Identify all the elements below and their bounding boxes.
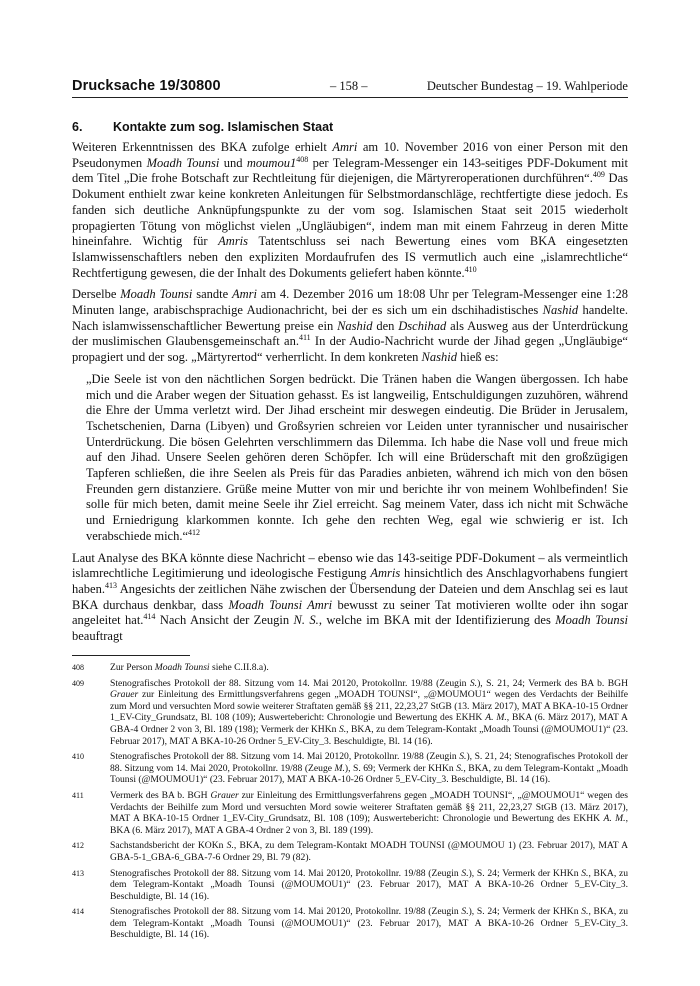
footnote-408: 408 Zur Person Moadh Tounsi siehe C.II.8.a). (72, 662, 269, 673)
paragraph: Weiteren Erkenntnissen des BKA zufolge erhielt Amri am 10. November 2016 von einer Person mit den Pseudonymen Moadh Tounsi und $moumou1^{408}$ per Telegram-Messenger ein 143-seitiges PDF-Dokument mit dem Titel „Die frohe Botschaft zur Rechtleitung für diejenigen, die Märtyreroperationen durchführen“.$^{409}$ Das Dokument enthielt zwar keine konkreten Anleitungen für Selbstmordanschläge, rechtfertigte diese jedoch. Es fanden sich deutliche Anknüpfungspunkte zu der vom sog. Islamischen Staat seit 2015 wiederholt propagierten Tötung von möglichst vielen „Ungläubigen“, indem man mit einem Fahrzeug in deren Mitte hineinfahre. Wichtig für Amris Tatentschluss sei nach Bewertung eines vom BKA eingesetzten Islamwissenschaftlers neben den expliziten Mordaufrufen des IS vermutlich auch eine „islamrechtliche“ Rechtfertigung gewesen, die der Inhalt des Dokuments geliefert haben könnte.$^{410}$ (72, 140, 629, 280)
footnote-411: 411 Vermerk des BA b. BGH Grauer zur Einleitung des Ermittlungsverfahrens gegen „MOADH TOUNSI“, „@MOUMOU1“ wegen des Verdachts der Beihilfe zum Mord und versuchten Mord sowie weiterer Straftaten gemäß §§ 211, 22,23,27 StGB (13. März 2017), MAT A BKA-10-15 Ordner 1_EV-City_Grundsatz, Bl. 108 (109); Auswertebericht: Chronologie und Bewertung des EKHK A. M., BKA (6. März 2017), MAT A GBA-4 Ordner 2 von 3, Bl. 189 (199). (72, 789, 628, 836)
footnote-divider (72, 655, 190, 656)
header-divider (72, 97, 628, 98)
footnote-ref: 411 (298, 333, 311, 343)
page-number: – 158 – (330, 79, 368, 93)
footnote-ref: 414 (143, 612, 156, 622)
block-quote: „Die Seele ist von den nächtlichen Sorgen bedrückt. Die Tränen haben die Wangen übergossen. Ich habe mich und die Araber wegen der Situation gehasst. Es ist langweilig, Entschuldigungen zuzuhören, während die Ehre der Umma verletzt wird. Der Jihad erscheint mir deswegen eindeutig. Die Brüder in Jerusalem, Tschetschenien, Darna (Libyen) und Großsyrien schreien vor Leiden unter tyrannischer und nusairischer Unterdrückung. Die bösen Gelehrten verschlimmern das Dilemma. Ich habe die Nase voll und freue mich auf den Jihad. Unsere Seelen gehören deren Schöpfer. Ich will eine Brüderschaft mit den großzügigen Tapferen schließen, die ihre Seelen als Preis für das Paradies anbieten, während ich mich von den bösen Freunden gern distanziere. Grüße meine Mutter von mir und berichte ihr von meinem Wohlbefinden! Sie solle für mich beten, damit meine Seele ihr Ziel erreicht. Sag meinem Vater, dass ich nicht mit Schwäche und Erniedrigung klarkommen konnte. Ich gehe den rechten Weg, egal wie schwierig er ist. Ich verabschiede mich.“$^{412}$ (86, 371, 628, 543)
section-heading (72, 120, 333, 134)
section-title: Kontakte zum sog. Islamischen Staat (113, 120, 334, 134)
section-number: 6. (72, 120, 83, 134)
footnote-410: 410 Stenografisches Protokoll der 88. Sitzung vom 14. Mai 20120, Protokollnr. 19/88 (Zeugin S.), S. 21, 24; Stenografisches Protokoll der 88. Sitzung vom 14. Mai 2020, Protokollnr. 19/88 (Zeuge M.), S. 69; Vermerk der KHKn S., BKA, zu dem Telegram-Kontakt „Moadh Tounsi (@MOUMOU1)“ (23. Februar 2017), MAT A BKA-10-26 Ordner 5_EV-City_3. Beschuldigte, Bl. 14 (16). (72, 751, 628, 786)
footnote-414: 414 Stenografisches Protokoll der 88. Sitzung vom 14. Mai 20120, Protokollnr. 19/88 (Zeugin S.), S. 24; Vermerk der KHKn S., BKA, zu dem Telegram-Kontakt „Moadh Tounsi (@MOUMOU1)“ (23. Februar 2017), MAT A BKA-10-26 Ordner 5_EV-City_3. Beschuldigte, Bl. 14 (16). (72, 906, 628, 941)
footnote-ref: 408 (296, 154, 309, 164)
footnote-ref: 412 (188, 527, 201, 537)
paragraph: Derselbe Moadh Tounsi sandte Amri am 4. Dezember 2016 um 18:08 Uhr per Telegram-Messenger eine 1:28 Minuten lange, arabischsprachige Audionachricht, bei der es sich um ein dschihadistisches Nashid handelte. Nach islamwissenschaftlicher Bewertung preise ein Nashid den Dschihad als Ausweg aus der Unterdrückung der muslimischen Glaubensgemeinschaft an.$^{411}$ In der Audio-Nachricht wurde der Jihad gegen „Ungläubige“ propagiert und der sog. „Märtyrertod“ verherrlicht. In dem konkreten Nashid hieß es: (72, 287, 629, 365)
document-number: Drucksache 19/30800 (72, 78, 221, 94)
footnote-ref: 409 (592, 170, 605, 180)
publisher-label: Deutscher Bundestag – 19. Wahlperiode (426, 79, 628, 93)
footnote-409: 409 Stenografisches Protokoll der 88. Sitzung vom 14. Mai 20120, Protokollnr. 19/88 (Zeugin S.), S. 21, 24; Vermerk des BA b. BGH Grauer zur Einleitung des Ermittlungsverfahrens gegen „MOADH TOUNSI“, „@MOUMOU1“ wegen des Verdachts der Beihilfe zum Mord und versuchten Mord sowie weiterer Straftaten gemäß §§ 211, 22,23,27 StGB (13. März 2017), MAT A BKA-10-15 Ordner 1_EV-City_Grundsatz, Bl. 108 (109); Auswertebericht: Chronologie und Bewertung des EKHK A. M., BKA (6. März 2017), MAT A GBA-4 Ordner 2 von 3, Bl. 189 (198); Vermerk der KHKn S., BKA, zu dem Telegram-Kontakt „Moadh Tounsi (@MOUMOU1)“ (23. Februar 2017), MAT A BKA-10-26 Ordner 5_EV-City_3. Beschuldigte, Bl. 14 (16). (72, 677, 629, 747)
footnotes (72, 662, 628, 945)
page-header (72, 78, 628, 98)
footnote-ref: 413 (104, 580, 117, 590)
body-text (72, 140, 628, 651)
footnote-413: 413 Stenografisches Protokoll der 88. Sitzung vom 14. Mai 20120, Protokollnr. 19/88 (Zeugin S.), S. 24; Vermerk der KHKn S., BKA, zu dem Telegram-Kontakt „Moadh Tounsi (@MOUMOU1)“ (23. Februar 2017), MAT A BKA-10-26 Ordner 5_EV-City_3. Beschuldigte, Bl. 14 (16). (72, 867, 628, 902)
footnote-ref: 410 (464, 264, 477, 274)
footnote-412: 412 Sachstandsbericht der KOKn S., BKA, zu dem Telegram-Kontakt MOADH TOUNSI (@MOUMOU 1) (23. Februar 2017), MAT A GBA-5-1_GBA-6_GBA-7-6 Ordner 29, Bl. 79 (82). (72, 840, 629, 863)
paragraph: Laut Analyse des BKA könnte diese Nachricht – ebenso wie das 143-seitige PDF-Dokument – als vermeintlich islamrechtliche Legitimierung und ideologische Festigung Amris hinsichtlich des Anschlagvorhabens fungiert haben.$^{413}$ Angesichts der zeitlichen Nähe zwischen der Übersendung der Dateien und dem Anschlag sei es laut BKA durchaus denkbar, dass Moadh Tounsi Amri bewusst zu seiner Tat motivieren wollte oder ihn sogar angeleitet hat.$^{414}$ Nach Ansicht der Zeugin N. S., welche im BKA mit der Identifizierung des Moadh Tounsi beauftragt (72, 550, 629, 644)
